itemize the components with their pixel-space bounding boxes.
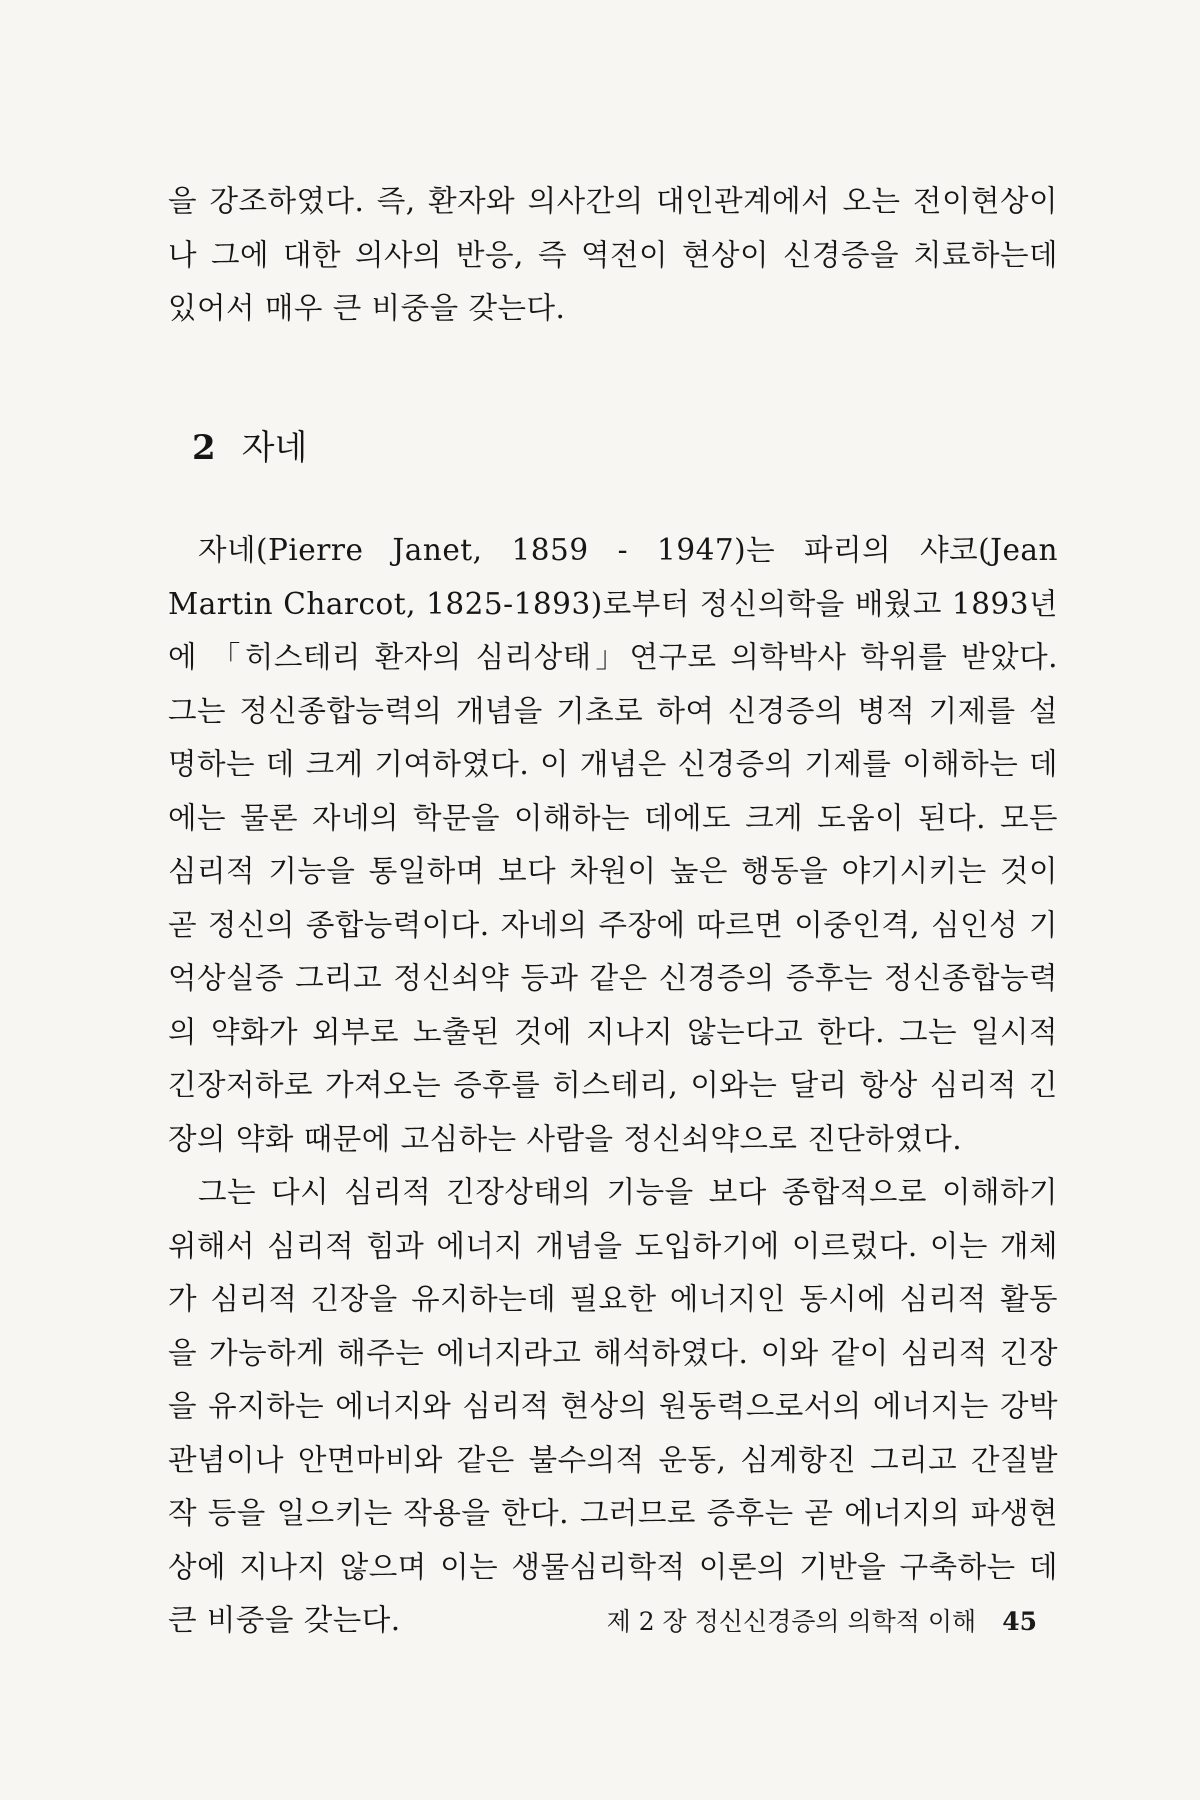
section-title: 자네 [241,428,308,468]
section-number: 2 [192,428,216,468]
paragraph-text: 을 강조하였다. 즉, 환자와 의사간의 대인관계에서 오는 전이현상이나 그에 대한 의사의 반응, 즉 역전이 현상이 신경증을 치료하는데 있어서 매우 큰 비중을 갖는다. [168,184,1058,325]
section-heading [192,418,307,478]
page-footer [607,1602,1037,1642]
page-number: 45 [1002,1607,1037,1636]
paragraph-2: 그는 다시 심리적 긴장상태의 기능을 보다 종합적으로 이해하기 위해서 심리적 힘과 에너지 개념을 도입하기에 이르렀다. 이는 개체가 심리적 긴장을 유지하는데 필요한 에너지인 동시에 심리적 활동을 가능하게 해주는 에너지라고 해석하였다. 이와 같이 심리적 긴장을 유지하는 에너지와 심리적 현상의 원동력으로서의 에너지는 강박관념이나 안면마비와 같은 불수의적 운동, 심계항진 그리고 간질발작 등을 일으키는 작용을 한다. 그러므로 증후는 곧 에너지의 파생현상에 지나지 않으며 이는 생물심리학적 이론의 기반을 구축하는 데 큰 비중을 갖는다. [168,1175,1058,1637]
running-footer-chapter: 제 2 장 정신신경증의 의학적 이해 [606,1607,977,1636]
paragraph-1: 자네(Pierre Janet, 1859 - 1947)는 파리의 샤코(Jean Martin Charcot, 1825-1893)로부터 정신의학을 배웠고 1893년에 「히스테리 환자의 심리상태」연구로 의학박사 학위를 받았다. 그는 정신종합능력의 개념을 기초로 하여 신경증의 병적 기제를 설명하는 데 크게 기여하였다. 이 개념은 신경증의 기제를 이해하는 데에는 물론 자네의 학문을 이해하는 데에도 크게 도움이 된다. 모든 심리적 기능을 통일하며 보다 차원이 높은 행동을 야기시키는 것이 곧 정신의 종합능력이다. 자네의 주장에 따르면 이중인격, 심인성 기억상실증 그리고 정신쇠약 등과 같은 신경증의 증후는 정신종합능력의 약화가 외부로 노출된 것에 지나지 않는다고 한다. 그는 일시적 긴장저하로 가져오는 증후를 히스테리, 이와는 달리 항상 심리적 긴장의 약화 때문에 고심하는 사람을 정신쇠약으로 진단하였다. [168,533,1058,1156]
continued-paragraph [168,175,1058,336]
section-body [168,524,1058,1648]
